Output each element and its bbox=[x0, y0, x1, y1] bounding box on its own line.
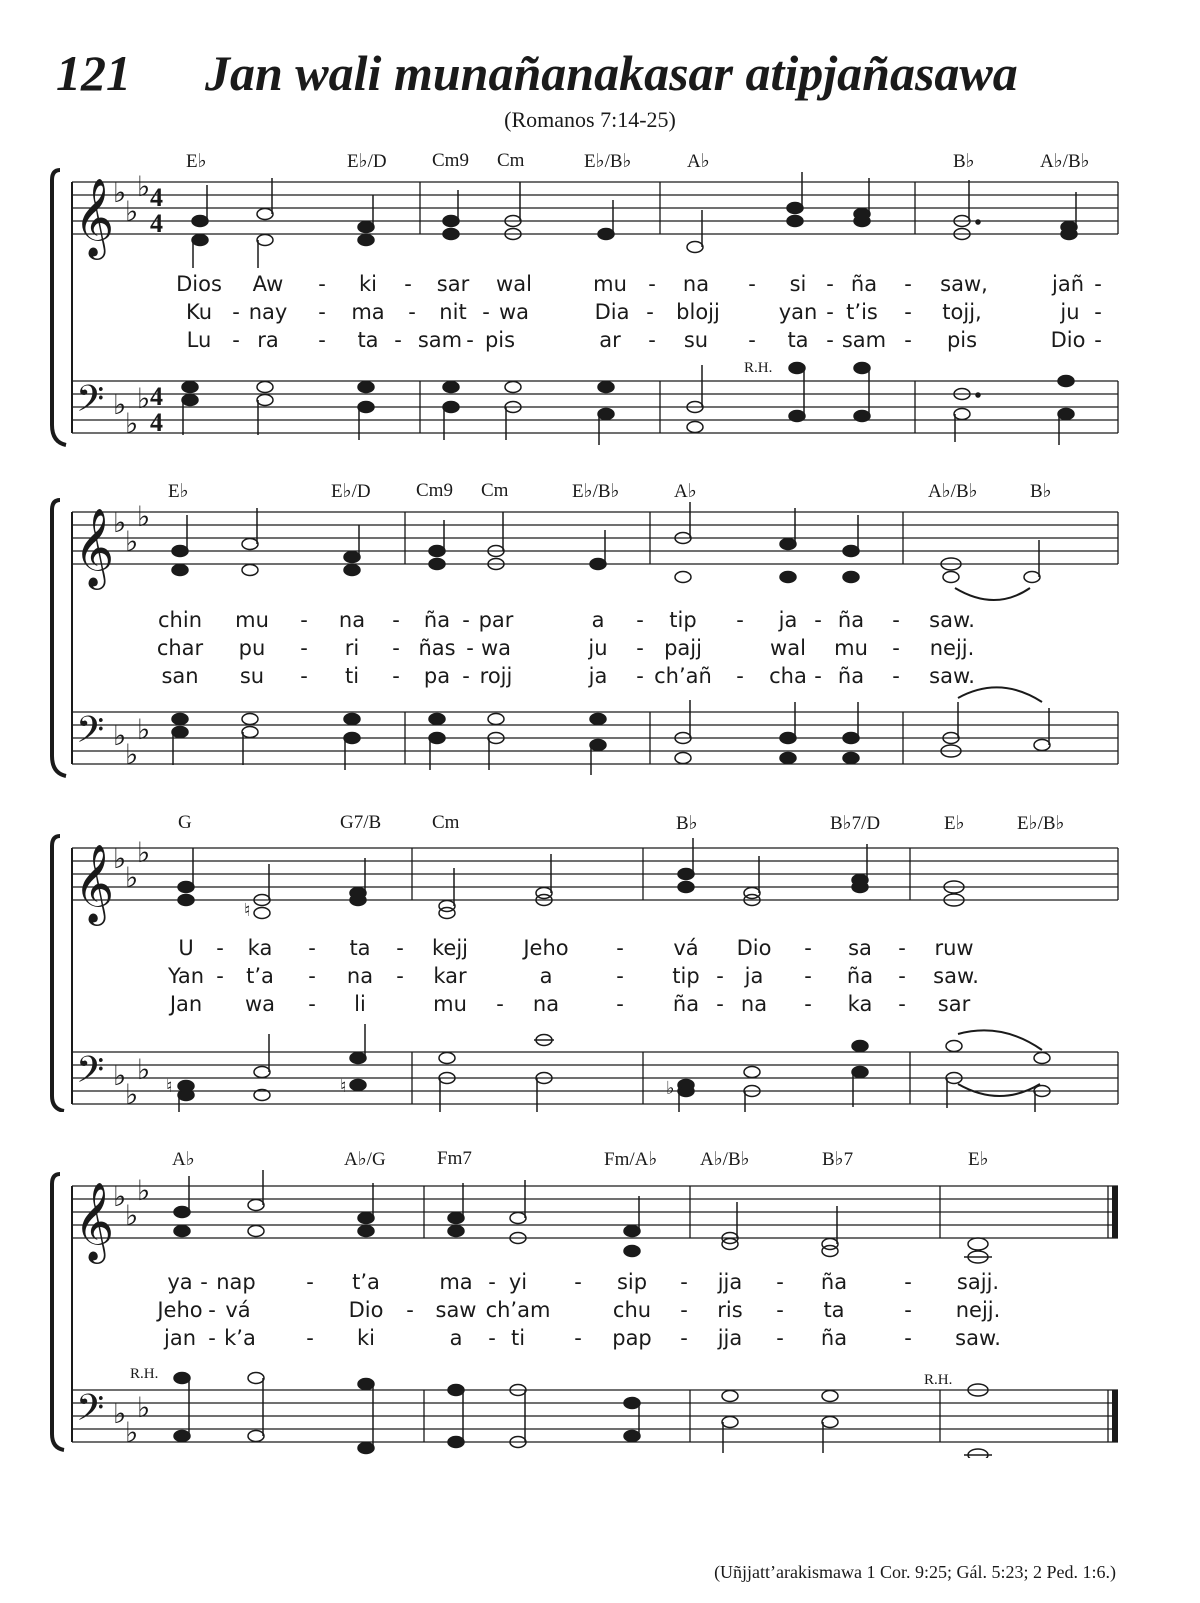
lyric-syllable: - bbox=[736, 608, 744, 632]
lyric-syllable: - bbox=[1094, 328, 1102, 352]
lyric-syllable: - bbox=[716, 964, 724, 988]
music-system-1 bbox=[0, 150, 1200, 450]
lyric-syllable: jja bbox=[717, 1270, 743, 1294]
lyric-syllable: - bbox=[904, 272, 912, 296]
lyric-syllable: chin bbox=[158, 608, 202, 632]
lyric-syllable: Ku bbox=[185, 300, 213, 324]
lyric-syllable: Dia bbox=[594, 300, 630, 324]
lyric-syllable: saw bbox=[435, 1298, 477, 1322]
lyric-syllable: - bbox=[482, 300, 490, 324]
lyric-syllable: - bbox=[636, 608, 644, 632]
svg-text:♭: ♭ bbox=[113, 176, 127, 209]
lyric-syllable: - bbox=[616, 936, 624, 960]
lyric-syllable: mu bbox=[235, 608, 269, 632]
lyric-verse-3 bbox=[0, 992, 1200, 1020]
svg-text:♭: ♭ bbox=[125, 1416, 139, 1449]
lyric-syllable: - bbox=[406, 1298, 414, 1322]
svg-text:♭: ♭ bbox=[137, 382, 151, 415]
lyric-syllable: - bbox=[898, 992, 906, 1016]
svg-text:♭: ♭ bbox=[137, 713, 151, 746]
lyric-syllable: sar bbox=[436, 272, 470, 296]
lyric-syllable: sajj. bbox=[956, 1270, 1000, 1294]
lyric-syllable: saw. bbox=[933, 964, 979, 988]
lyric-syllable: nay bbox=[248, 300, 288, 324]
chord-symbol: A♭/B♭ bbox=[1040, 151, 1090, 172]
lyric-syllable: vá bbox=[225, 1298, 251, 1322]
svg-text:♭: ♭ bbox=[113, 388, 127, 421]
lyric-syllable: t’a bbox=[352, 1270, 380, 1294]
lyric-syllable: nit bbox=[439, 300, 467, 324]
svg-text:♮: ♮ bbox=[244, 900, 251, 920]
lyric-syllable: wa bbox=[480, 636, 512, 660]
lyric-syllable: nejj. bbox=[929, 636, 975, 660]
svg-text:𝄞: 𝄞 bbox=[74, 508, 115, 587]
lyric-syllable: pis bbox=[484, 328, 516, 352]
lyric-syllable: Dio bbox=[736, 936, 772, 960]
lyric-syllable: - bbox=[716, 992, 724, 1016]
lyric-syllable: - bbox=[466, 636, 474, 660]
lyric-syllable: saw, bbox=[940, 272, 988, 296]
svg-text:𝄢: 𝄢 bbox=[76, 378, 105, 429]
cross-reference-footer: (Uñjjatt’arakismawa 1 Cor. 9:25; Gál. 5:23; 2 Ped. 1:6.) bbox=[714, 1562, 1116, 1582]
lyric-syllable: pajj bbox=[664, 636, 702, 660]
svg-text:♮: ♮ bbox=[340, 1076, 347, 1096]
lyric-syllable: na bbox=[682, 272, 710, 296]
music-system-3 bbox=[0, 812, 1200, 1112]
lyric-syllable: kejj bbox=[431, 936, 469, 960]
lyric-syllable: ar bbox=[599, 328, 621, 352]
chord-symbol: A♭/B♭ bbox=[928, 481, 978, 502]
lyric-syllable: pu bbox=[238, 636, 266, 660]
svg-text:♭: ♭ bbox=[137, 500, 151, 533]
right-hand-marker: R.H. bbox=[130, 1366, 159, 1382]
lyric-syllable: a bbox=[449, 1326, 463, 1350]
lyric-syllable: - bbox=[804, 964, 812, 988]
lyric-syllable: na bbox=[346, 964, 374, 988]
lyric-syllable: ch’am bbox=[485, 1298, 551, 1322]
chord-symbol: E♭ bbox=[944, 813, 965, 834]
lyric-syllable: par bbox=[478, 608, 514, 632]
lyric-syllable: jan bbox=[163, 1326, 197, 1350]
svg-text:♭: ♭ bbox=[113, 1397, 127, 1430]
lyric-syllable: - bbox=[318, 272, 326, 296]
lyric-syllable: ñas bbox=[418, 636, 456, 660]
lyric-syllable: - bbox=[898, 964, 906, 988]
lyric-verse-3 bbox=[0, 328, 1200, 356]
lyric-syllable: - bbox=[814, 664, 822, 688]
lyric-syllable: ti bbox=[344, 664, 360, 688]
lyric-syllable: yan bbox=[778, 300, 818, 324]
svg-text:𝄞: 𝄞 bbox=[74, 1182, 115, 1261]
lyric-syllable: vá bbox=[673, 936, 699, 960]
lyric-syllable: ña bbox=[837, 664, 865, 688]
lyric-syllable: - bbox=[616, 964, 624, 988]
svg-text:𝄞: 𝄞 bbox=[74, 178, 115, 257]
lyric-syllable: - bbox=[392, 608, 400, 632]
lyric-syllable: - bbox=[308, 964, 316, 988]
chord-symbol: E♭ bbox=[968, 1149, 989, 1170]
lyric-verse-1 bbox=[0, 272, 1200, 300]
lyric-syllable: - bbox=[392, 664, 400, 688]
lyric-syllable: sam bbox=[417, 328, 463, 352]
hymn-title: Jan wali munañanakasar atipjañasawa bbox=[205, 45, 1018, 101]
svg-text:♭: ♭ bbox=[137, 1391, 151, 1424]
lyric-syllable: - bbox=[680, 1326, 688, 1350]
lyric-syllable: sar bbox=[937, 992, 971, 1016]
lyric-syllable: ka bbox=[847, 992, 873, 1016]
lyric-syllable: - bbox=[488, 1326, 496, 1350]
svg-text:♭: ♭ bbox=[666, 1078, 675, 1098]
lyric-syllable: si bbox=[789, 272, 807, 296]
lyric-syllable: wa bbox=[498, 300, 530, 324]
lyric-syllable: - bbox=[904, 300, 912, 324]
lyric-syllable: ta bbox=[823, 1298, 845, 1322]
lyric-syllable: - bbox=[826, 300, 834, 324]
lyric-syllable: - bbox=[396, 964, 404, 988]
lyric-syllable: - bbox=[892, 664, 900, 688]
svg-text:♭: ♭ bbox=[113, 1180, 127, 1213]
svg-text:♭: ♭ bbox=[137, 836, 151, 869]
lyric-syllable: ya bbox=[167, 1270, 193, 1294]
chord-symbol: Cm bbox=[481, 480, 509, 501]
chord-symbol: B♭ bbox=[676, 813, 698, 834]
lyric-syllable: tip bbox=[672, 964, 700, 988]
lyric-syllable: k’a bbox=[224, 1326, 256, 1350]
lyric-syllable: mu bbox=[593, 272, 627, 296]
svg-text:♭: ♭ bbox=[113, 719, 127, 752]
lyric-syllable: tip bbox=[669, 608, 697, 632]
chord-symbol: E♭ bbox=[186, 151, 207, 172]
lyric-syllable: na bbox=[532, 992, 560, 1016]
svg-text:𝄢: 𝄢 bbox=[76, 1049, 105, 1100]
lyric-syllable: - bbox=[308, 936, 316, 960]
lyric-syllable: - bbox=[776, 1270, 784, 1294]
lyric-syllable: - bbox=[904, 1326, 912, 1350]
lyric-syllable: ma bbox=[351, 300, 385, 324]
lyric-syllable: rojj bbox=[479, 664, 513, 688]
svg-text:♭: ♭ bbox=[137, 170, 151, 203]
lyric-syllable: ju bbox=[588, 636, 608, 660]
lyric-syllable: - bbox=[646, 300, 654, 324]
lyric-syllable: - bbox=[1094, 272, 1102, 296]
lyric-verse-3 bbox=[0, 664, 1200, 692]
lyric-syllable: ma bbox=[439, 1270, 473, 1294]
chord-symbol: Cm bbox=[432, 812, 460, 833]
lyric-syllable: mu bbox=[433, 992, 467, 1016]
lyric-syllable: ña bbox=[672, 992, 700, 1016]
lyric-syllable: - bbox=[748, 328, 756, 352]
lyric-syllable: ki bbox=[357, 1326, 375, 1350]
svg-text:4: 4 bbox=[150, 183, 163, 212]
lyric-syllable: Dio bbox=[1050, 328, 1086, 352]
chord-symbol: A♭ bbox=[674, 481, 697, 502]
lyric-syllable: - bbox=[904, 1270, 912, 1294]
svg-text:𝄢: 𝄢 bbox=[76, 709, 105, 760]
lyric-syllable: - bbox=[826, 328, 834, 352]
lyric-syllable: - bbox=[404, 272, 412, 296]
scripture-reference: (Romanos 7:14-25) bbox=[504, 107, 676, 132]
lyric-syllable: Dios bbox=[176, 272, 222, 296]
lyric-syllable: - bbox=[488, 1270, 496, 1294]
lyric-syllable: ña bbox=[846, 964, 874, 988]
chord-symbol: E♭/B♭ bbox=[572, 481, 620, 502]
lyric-syllable: - bbox=[776, 1298, 784, 1322]
lyric-syllable: - bbox=[208, 1298, 216, 1322]
chord-symbol: B♭7/D bbox=[830, 813, 881, 834]
lyric-syllable: - bbox=[394, 328, 402, 352]
music-system-2 bbox=[0, 480, 1200, 780]
lyric-syllable: - bbox=[496, 992, 504, 1016]
lyric-syllable: - bbox=[466, 328, 474, 352]
lyric-syllable: Jeho bbox=[157, 1298, 203, 1322]
chord-symbol: B♭ bbox=[1030, 481, 1052, 502]
lyric-syllable: a bbox=[539, 964, 553, 988]
lyric-syllable: ruw bbox=[934, 936, 974, 960]
lyric-syllable: ju bbox=[1060, 300, 1080, 324]
lyric-syllable: - bbox=[904, 328, 912, 352]
lyric-syllable: - bbox=[462, 664, 470, 688]
lyric-syllable: - bbox=[300, 636, 308, 660]
lyric-syllable: mu bbox=[834, 636, 868, 660]
svg-text:♭: ♭ bbox=[113, 1059, 127, 1092]
lyric-syllable: - bbox=[680, 1298, 688, 1322]
chord-symbol: Cm bbox=[497, 150, 525, 171]
lyric-verse-2 bbox=[0, 1298, 1200, 1326]
svg-text:♭: ♭ bbox=[125, 1078, 139, 1111]
chord-symbol: G bbox=[178, 812, 192, 833]
lyric-syllable: jañ bbox=[1051, 272, 1085, 296]
lyric-verse-3 bbox=[0, 1326, 1200, 1354]
lyric-syllable: - bbox=[216, 964, 224, 988]
svg-text:4: 4 bbox=[150, 408, 163, 437]
svg-text:♭: ♭ bbox=[137, 1053, 151, 1086]
lyric-syllable: li bbox=[354, 992, 366, 1016]
lyric-syllable: nap bbox=[216, 1270, 256, 1294]
lyric-syllable: Dio bbox=[348, 1298, 384, 1322]
lyric-syllable: ch’añ bbox=[654, 664, 712, 688]
lyric-syllable: - bbox=[308, 992, 316, 1016]
lyric-syllable: na bbox=[338, 608, 366, 632]
lyric-verse-1 bbox=[0, 936, 1200, 964]
lyric-syllable: - bbox=[462, 608, 470, 632]
lyric-syllable: - bbox=[574, 1270, 582, 1294]
svg-text:4: 4 bbox=[150, 209, 163, 238]
lyric-syllable: ris bbox=[717, 1298, 743, 1322]
chord-symbol: B♭7 bbox=[822, 1149, 854, 1170]
lyric-syllable: ja bbox=[588, 664, 608, 688]
lyric-syllable: - bbox=[208, 1326, 216, 1350]
chord-symbol: B♭ bbox=[953, 151, 975, 172]
lyric-syllable: ra bbox=[257, 328, 279, 352]
lyric-syllable: - bbox=[736, 664, 744, 688]
lyric-syllable: ta bbox=[787, 328, 809, 352]
lyric-syllable: yi bbox=[508, 1270, 528, 1294]
lyric-syllable: t’is bbox=[846, 300, 878, 324]
lyric-syllable: ta bbox=[357, 328, 379, 352]
svg-text:♭: ♭ bbox=[125, 525, 139, 558]
lyric-syllable: - bbox=[804, 992, 812, 1016]
lyric-syllable: - bbox=[776, 1326, 784, 1350]
chord-symbol: A♭/B♭ bbox=[700, 1149, 750, 1170]
chord-symbol: E♭ bbox=[168, 481, 189, 502]
svg-text:♭: ♭ bbox=[125, 195, 139, 228]
lyric-syllable: sam bbox=[841, 328, 887, 352]
svg-text:4: 4 bbox=[150, 382, 163, 411]
lyric-verse-1 bbox=[0, 1270, 1200, 1298]
lyric-syllable: ja bbox=[744, 964, 764, 988]
lyric-syllable: - bbox=[232, 300, 240, 324]
chord-symbol: E♭/D bbox=[347, 151, 387, 172]
lyric-syllable: - bbox=[680, 1270, 688, 1294]
lyric-syllable: nejj. bbox=[955, 1298, 1001, 1322]
lyric-syllable: - bbox=[300, 608, 308, 632]
chord-symbol: Cm9 bbox=[432, 150, 469, 171]
lyric-syllable: sa bbox=[848, 936, 872, 960]
lyric-syllable: tojj, bbox=[942, 300, 982, 324]
lyric-syllable: - bbox=[1094, 300, 1102, 324]
lyric-syllable: ña bbox=[850, 272, 878, 296]
lyric-syllable: - bbox=[814, 608, 822, 632]
lyric-syllable: ña bbox=[820, 1270, 848, 1294]
chord-symbol: E♭/B♭ bbox=[584, 151, 632, 172]
lyric-syllable: - bbox=[318, 328, 326, 352]
lyric-syllable: saw. bbox=[929, 608, 975, 632]
lyric-verse-1 bbox=[0, 608, 1200, 636]
lyric-syllable: Aw bbox=[252, 272, 284, 296]
lyric-syllable: - bbox=[898, 936, 906, 960]
lyric-syllable: su bbox=[239, 664, 265, 688]
chord-symbol: G7/B bbox=[340, 812, 382, 833]
chord-symbol: A♭ bbox=[687, 151, 710, 172]
lyric-syllable: - bbox=[636, 636, 644, 660]
lyric-syllable: pa bbox=[423, 664, 451, 688]
lyric-syllable: ti bbox=[510, 1326, 526, 1350]
lyric-syllable: pap bbox=[612, 1326, 652, 1350]
chord-symbol: Fm7 bbox=[437, 1148, 472, 1169]
lyric-syllable: - bbox=[636, 664, 644, 688]
lyric-syllable: chu bbox=[612, 1298, 652, 1322]
lyric-syllable: char bbox=[156, 636, 204, 660]
lyric-syllable: ta bbox=[349, 936, 371, 960]
svg-text:♮: ♮ bbox=[166, 1076, 173, 1096]
lyric-verse-2 bbox=[0, 964, 1200, 992]
lyric-syllable: Yan bbox=[167, 964, 205, 988]
lyric-syllable: - bbox=[392, 636, 400, 660]
svg-text:𝄞: 𝄞 bbox=[74, 844, 115, 923]
hymn-number: 121 bbox=[56, 45, 131, 101]
svg-text:𝄢: 𝄢 bbox=[76, 1387, 105, 1438]
lyric-syllable: ja bbox=[778, 608, 798, 632]
lyric-syllable: na bbox=[740, 992, 768, 1016]
lyric-syllable: blojj bbox=[676, 300, 720, 324]
lyric-syllable: - bbox=[804, 936, 812, 960]
lyric-syllable: - bbox=[232, 328, 240, 352]
lyric-syllable: kar bbox=[433, 964, 467, 988]
lyric-syllable: U bbox=[178, 936, 194, 960]
lyric-syllable: - bbox=[892, 608, 900, 632]
chord-symbol: Fm/A♭ bbox=[604, 1149, 658, 1170]
lyric-syllable: ki bbox=[359, 272, 377, 296]
lyric-syllable: - bbox=[216, 936, 224, 960]
svg-text:♭: ♭ bbox=[125, 738, 139, 771]
lyric-syllable: - bbox=[574, 1326, 582, 1350]
svg-text:♭: ♭ bbox=[125, 1199, 139, 1232]
lyric-syllable: cha bbox=[769, 664, 807, 688]
lyric-syllable: sip bbox=[616, 1270, 648, 1294]
right-hand-marker: R.H. bbox=[744, 360, 773, 376]
svg-text:♭: ♭ bbox=[113, 842, 127, 875]
lyric-syllable: - bbox=[306, 1270, 314, 1294]
lyric-syllable: san bbox=[161, 664, 199, 688]
chord-symbol: A♭ bbox=[172, 1149, 195, 1170]
lyric-syllable: - bbox=[408, 300, 416, 324]
lyric-syllable: ri bbox=[344, 636, 360, 660]
lyric-syllable: Jeho bbox=[523, 936, 569, 960]
lyric-syllable: - bbox=[616, 992, 624, 1016]
lyric-syllable: - bbox=[396, 936, 404, 960]
lyric-verse-2 bbox=[0, 636, 1200, 664]
lyric-syllable: Lu bbox=[186, 328, 212, 352]
chord-symbol: Cm9 bbox=[416, 480, 453, 501]
lyric-syllable: su bbox=[683, 328, 709, 352]
lyric-syllable: ña bbox=[423, 608, 451, 632]
music-system-4 bbox=[0, 1148, 1200, 1458]
lyric-syllable: - bbox=[200, 1270, 208, 1294]
lyric-syllable: a bbox=[591, 608, 605, 632]
lyric-syllable: - bbox=[648, 328, 656, 352]
lyric-syllable: - bbox=[748, 272, 756, 296]
right-hand-marker: R.H. bbox=[924, 1372, 953, 1388]
lyric-syllable: t’a bbox=[246, 964, 274, 988]
svg-text:♭: ♭ bbox=[125, 407, 139, 440]
lyric-syllable: wa bbox=[244, 992, 276, 1016]
lyric-syllable: ña bbox=[837, 608, 865, 632]
chord-symbol: E♭/B♭ bbox=[1017, 813, 1065, 834]
lyric-syllable: ka bbox=[247, 936, 273, 960]
lyric-verse-2 bbox=[0, 300, 1200, 328]
lyric-syllable: wal bbox=[496, 272, 532, 296]
chord-symbol: E♭/D bbox=[331, 481, 371, 502]
lyric-syllable: - bbox=[892, 636, 900, 660]
lyric-syllable: wal bbox=[770, 636, 806, 660]
lyric-syllable: - bbox=[904, 1298, 912, 1322]
lyric-syllable: - bbox=[318, 300, 326, 324]
lyric-syllable: - bbox=[648, 272, 656, 296]
lyric-syllable: - bbox=[300, 664, 308, 688]
chord-symbol: A♭/G bbox=[344, 1149, 386, 1170]
lyric-syllable: saw. bbox=[955, 1326, 1001, 1350]
lyric-syllable: jja bbox=[717, 1326, 743, 1350]
lyric-syllable: ña bbox=[820, 1326, 848, 1350]
lyric-syllable: - bbox=[306, 1326, 314, 1350]
svg-text:♭: ♭ bbox=[137, 1174, 151, 1207]
svg-text:♭: ♭ bbox=[113, 506, 127, 539]
lyric-syllable: pis bbox=[946, 328, 978, 352]
lyric-syllable: - bbox=[826, 272, 834, 296]
svg-text:♭: ♭ bbox=[125, 861, 139, 894]
lyric-syllable: saw. bbox=[929, 664, 975, 688]
lyric-syllable: Jan bbox=[169, 992, 203, 1016]
